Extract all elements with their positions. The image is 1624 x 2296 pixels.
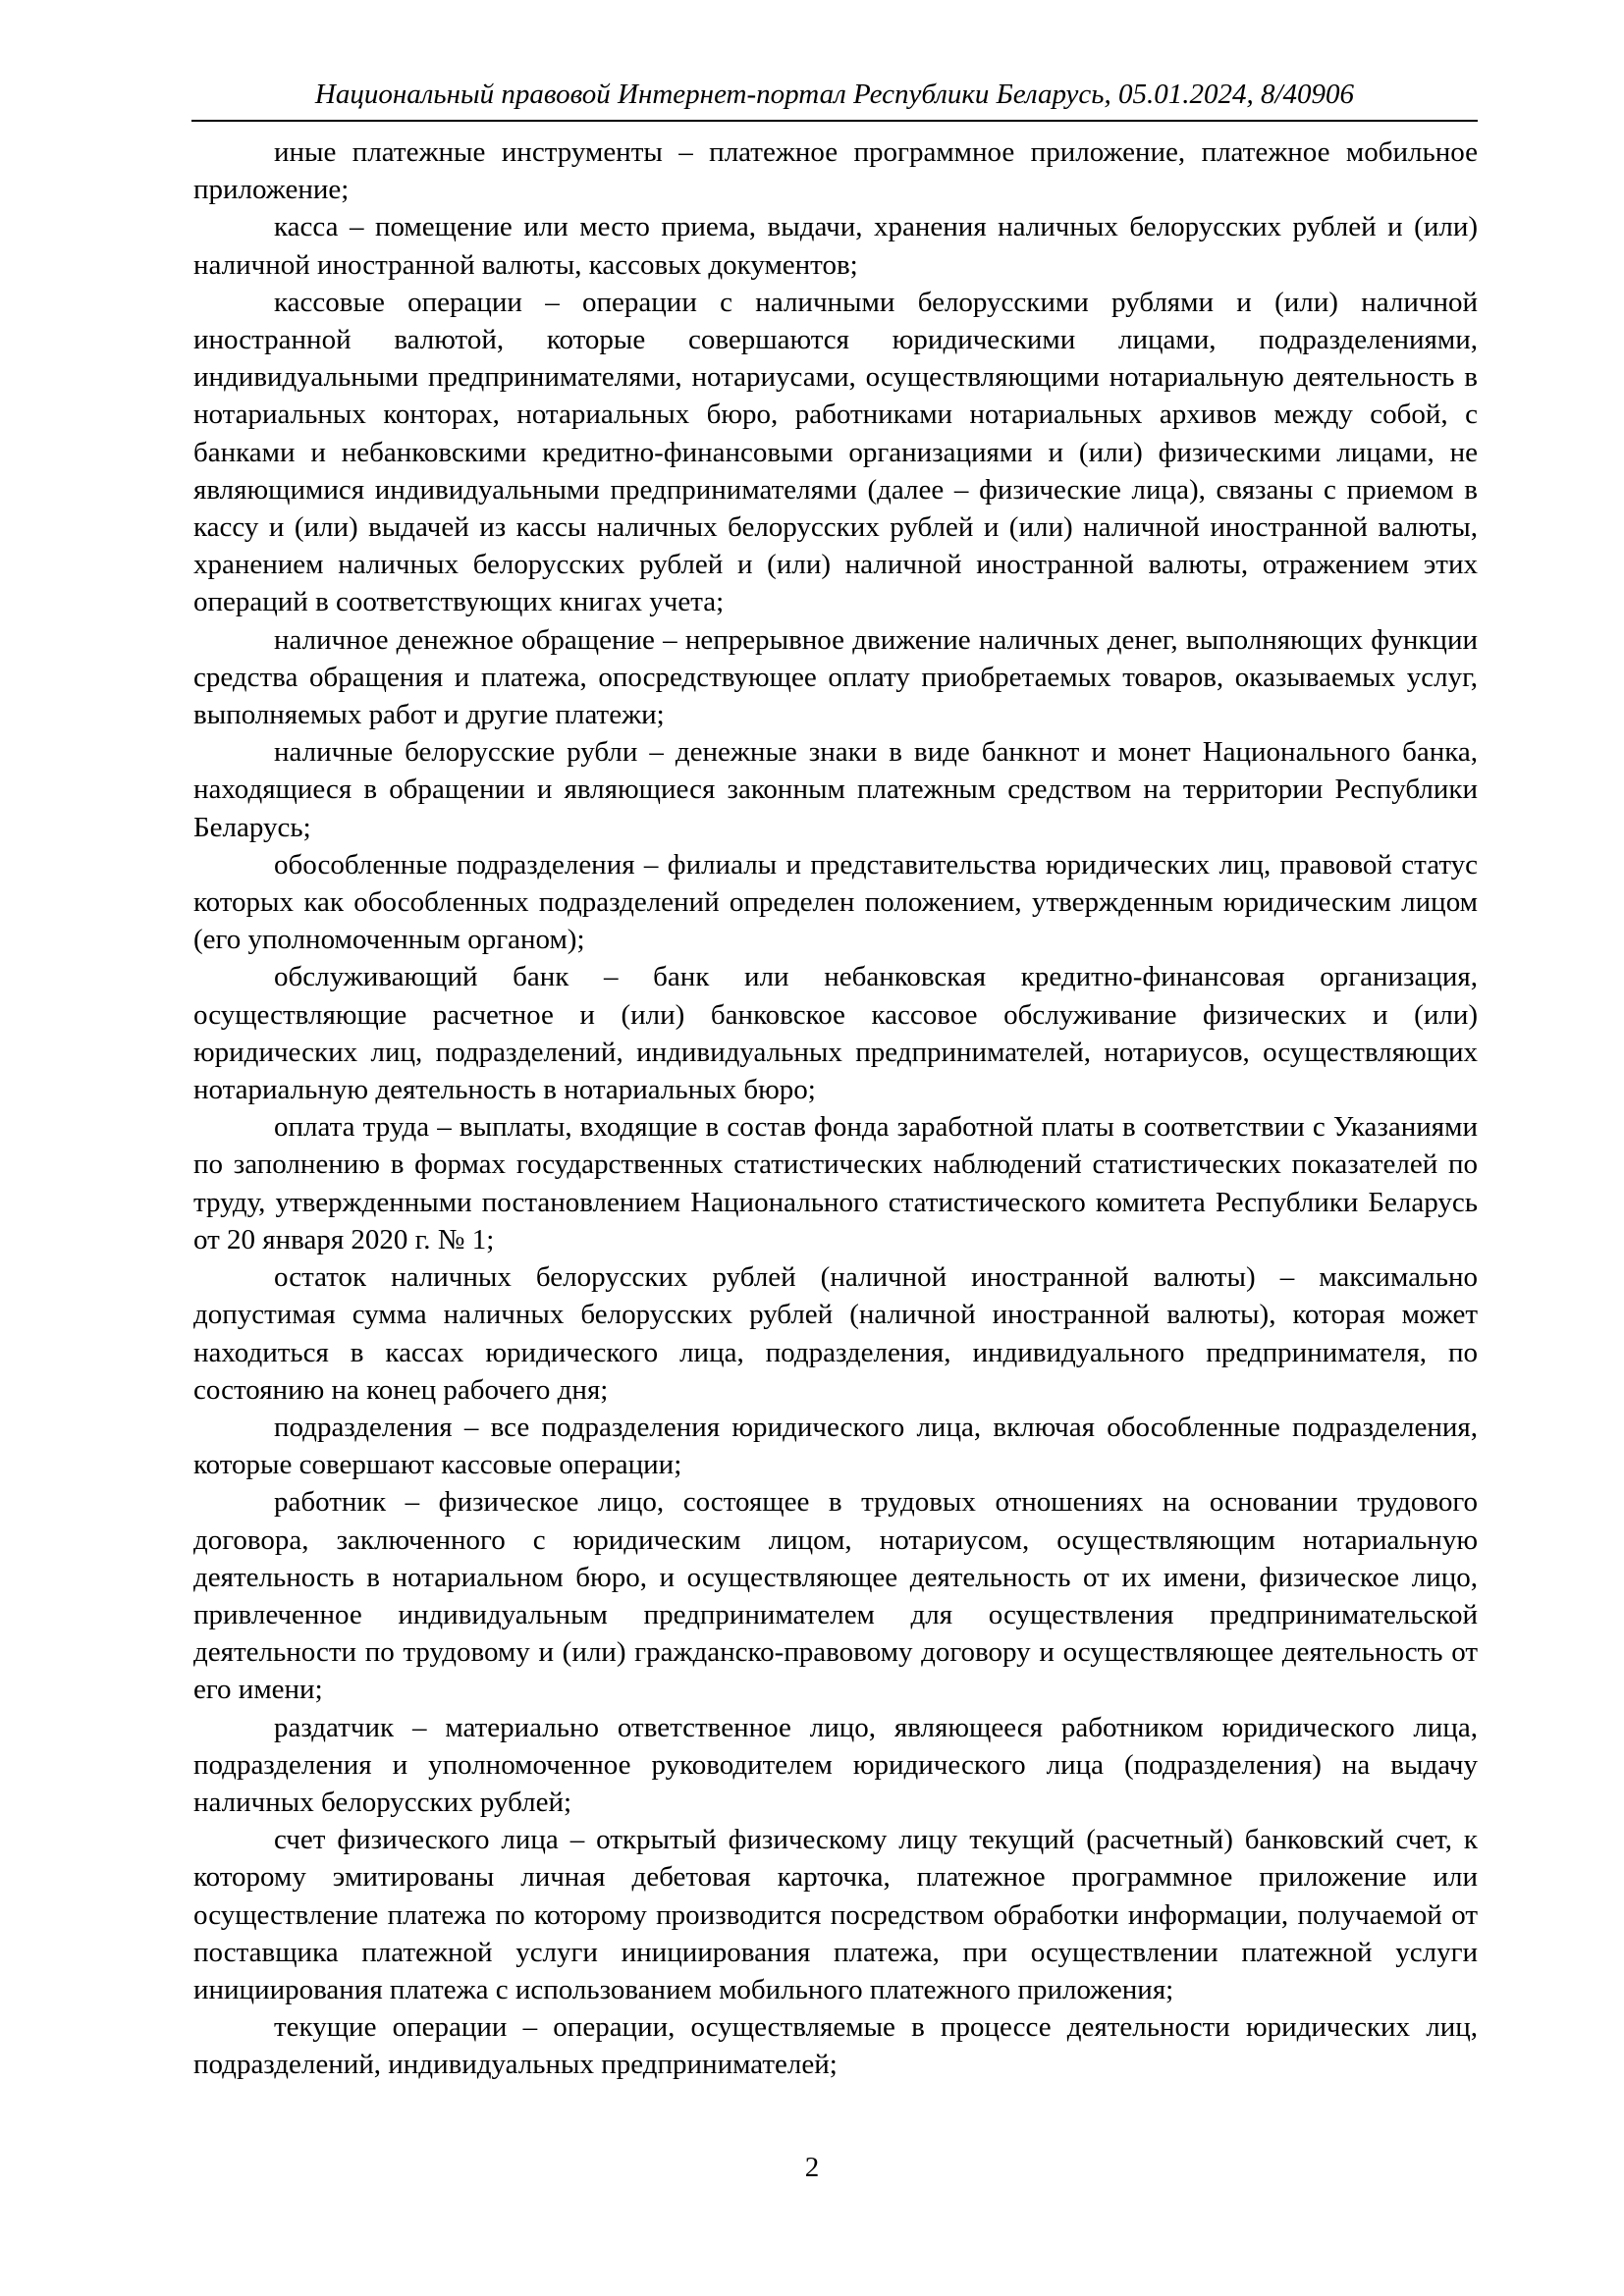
paragraph-current-operations: текущие операции – операции, осуществляемые в процессе деятельности юридических лиц, подразделений, индивидуальных предпринимателей; <box>193 2011 1478 2081</box>
paragraph-cashbox: касса – помещение или место приема, выдачи, хранения наличных белорусских рублей и (или) наличной иностранной валюты, кассовых документов; <box>193 211 1478 281</box>
header-divider <box>191 120 1478 122</box>
paragraph-servicing-bank: обслуживающий банк – банк или небанковская кредитно-финансовая организация, осуществляющие расчетное и (или) банковское кассовое обслуживание физических и (или) юридических лиц, подразделений, индивидуальных предпринимателей, нотариусов, осуществляющих нотариальную деятельность в нотариальных бюро; <box>193 961 1478 1106</box>
paragraph-distributor: раздатчик – материально ответственное лицо, являющееся работником юридического лица, подразделения и уполномоченное руководителем юридического лица (подразделения) на выдачу наличных белорусских рублей; <box>193 1711 1478 1818</box>
paragraph-payment-instruments: иные платежные инструменты – платежное программное приложение, платежное мобильное приложение; <box>193 136 1478 206</box>
paragraph-subdivisions: подразделения – все подразделения юридического лица, включая обособленные подразделения, которые совершают кассовые операции; <box>193 1411 1478 1481</box>
page-header: Национальный правовой Интернет-портал Республики Беларусь, 05.01.2024, 8/40906 <box>314 79 1355 110</box>
paragraph-individual-account: счет физического лица – открытый физическому лицу текущий (расчетный) банковский счет, к которому эмитированы личная дебетовая карточка, платежное программное приложение или осуществление платежа по которому производится посредством обработки информации, получаемой от поставщика платежной услуги инициирования платежа, при осуществлении платежной услуги инициирования платежа с использованием мобильного платежного приложения; <box>193 1824 1478 2005</box>
paragraph-separate-subdivisions: обособленные подразделения – филиалы и представительства юридических лиц, правовой статус которых как обособленных подразделений определен положением, утвержденным юридическим лицом (его уполномоченным органом); <box>193 848 1478 956</box>
paragraph-employee: работник – физическое лицо, состоящее в трудовых отношениях на основании трудового договора, заключенного с юридическим лицом, нотариусом, осуществляющим нотариальную деятельность в нотариальном бюро, и осуществляющее деятельность от их имени, физическое лицо, привлеченное индивидуальным предпринимателем для осуществления предпринимательской деятельности по трудовому и (или) гражданско-правовому договору и осуществляющее деятельность от его имени; <box>193 1486 1478 1706</box>
page-number: 2 <box>804 2152 820 2183</box>
paragraph-cash-rubles: наличные белорусские рубли – денежные знаки в виде банкнот и монет Национального банка, находящиеся в обращении и являющиеся законным платежным средством на территории Республики Беларусь; <box>193 736 1478 843</box>
paragraph-cash-balance: остаток наличных белорусских рублей (наличной иностранной валюты) – максимально допустимая сумма наличных белорусских рублей (наличной иностранной валюты), которая может находиться в кассах юридического лица, подразделения, индивидуального предпринимателя, по состоянию на конец рабочего дня; <box>193 1261 1478 1406</box>
paragraph-cash-circulation: наличное денежное обращение – непрерывное движение наличных денег, выполняющих функции средства обращения и платежа, опосредствующее оплату приобретаемых товаров, оказываемых услуг, выполняемых работ и другие платежи; <box>193 623 1478 731</box>
paragraph-remuneration: оплата труда – выплаты, входящие в состав фонда заработной платы в соответствии с Указаниями по заполнению в формах государственных статистических наблюдений статистических показателей по труду, утвержденными постановлением Национального статистического комитета Республики Беларусь от 20 января 2020 г. № 1; <box>193 1111 1478 1255</box>
paragraph-cash-operations: кассовые операции – операции с наличными белорусскими рублями и (или) наличной иностранной валютой, которые совершаются юридическими лицами, подразделениями, индивидуальными предпринимателями, нотариусами, осуществляющими нотариальную деятельность в нотариальных конторах, нотариальных бюро, работниками нотариальных архивов между собой, с банками и небанковскими кредитно-финансовыми организациями и (или) физическими лицами, не являющимися индивидуальными предпринимателями (далее – физические лица), связаны с приемом в кассу и (или) выдачей из кассы наличных белорусских рублей и (или) наличной иностранной валюты, хранением наличных белорусских рублей и (или) наличной иностранной валюты, отражением этих операций в соответствующих книгах учета; <box>193 286 1478 618</box>
document-body <box>193 133 1478 2084</box>
